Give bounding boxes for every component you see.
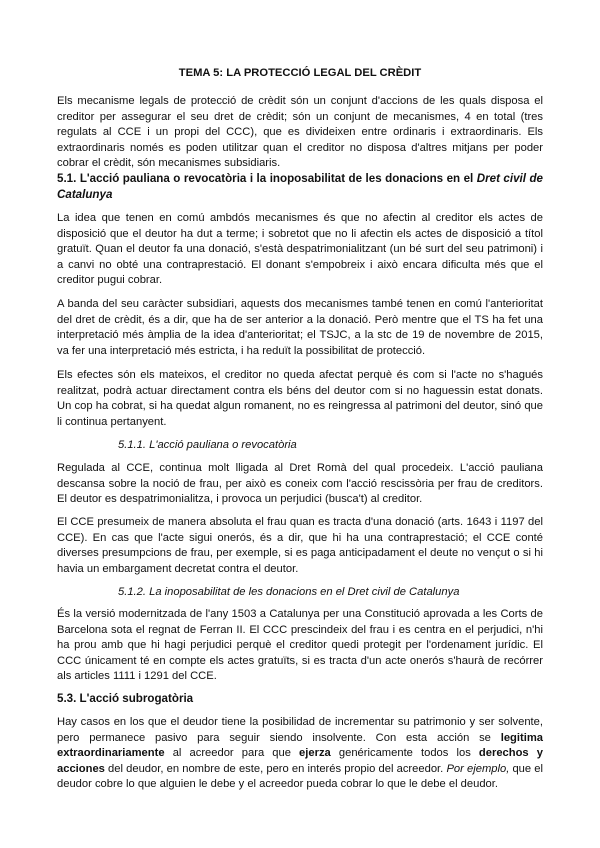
subsection-heading-5-1-1: 5.1.1. L'acció pauliana o revocatòria	[118, 439, 297, 451]
paragraph	[57, 715, 543, 793]
paragraph: Regulada al CCE, continua molt lligada al Dret Romà del qual procedeix. L'acció pauliana descansa sobre la noció de frau, per això es coneix com l'acció rescissòria per frau de creditors. El deutor es despatrimonialitza, i provoca un perjudici (busca't) al creditor.	[57, 462, 543, 506]
heading-italic-text: Dret civil de Catalunya	[57, 172, 543, 201]
bold-text: ejerza	[299, 747, 331, 760]
text: del deudor, en nombre de este, pero en interés propio del acreedor.	[104, 762, 447, 775]
subsection-heading-5-1-2: 5.1.2. La inoposabilitat de les donacions en el Dret civil de Catalunya	[118, 586, 460, 598]
paragraph: El CCE presumeix de manera absoluta el frau quan es tracta d'una donació (arts. 1643 i 1197 del CCE). En cas que l'acte sigui onerós, és a dir, que hi ha una contraprestació; el CCE conté diverses presumpcions de frau, per exemple, si es paga anticipadament el deute no vençut o si hi havia un embargament decretat contra el deutor.	[57, 516, 543, 575]
paragraph: Els efectes són els mateixos, el creditor no queda afectat perquè és com si l'acte no s'hagués realitzat, podrà actuar directament contra els béns del deutor com si no haguessin estat donats. Un cop ha cobrat, si ha quedat algun romanent, no es reingressa al patrimoni del deutor, sinó que li continua pertanyent.	[57, 369, 543, 428]
text: al acreedor para que	[164, 747, 300, 760]
bold-text: legitima extraordinariamente	[57, 731, 543, 760]
intro-paragraph: Els mecanisme legals de protecció de crèdit són un conjunt d'accions de les quals disposa el creditor per assegurar el seu dret de crèdit; són un conjunt de mecanismes, 4 en total (tres regulats al CCE i un propi del CCC), que es divideixen entre ordinaris i extraordinaris. Els extraordinaris només es poden utilitzar quan el creditor no disposa d'altres mitjans per poder cobrar el crèdit, són mecanismes subsidiaris.	[57, 95, 543, 170]
bold-text: derechos y acciones	[57, 747, 543, 775]
text: Hay casos en los que el deudor tiene la posibilidad de incrementar su patrimonio y ser solvente, pero permanece pasivo para seguir siendo insolvente. Con esta acción se	[57, 716, 543, 744]
text: que el deudor cobre lo que alguien le debe y el acreedor pueda cobrar lo que le debe el deudor.	[57, 762, 543, 791]
section-heading-5-3: 5.3. L'acció subrogatòria	[57, 692, 194, 705]
heading-text: 5.1. L'acció pauliana o revocatòria i la inoposabilitat de les donacions en el	[57, 172, 477, 185]
paragraph: La idea que tenen en comú ambdós mecanismes és que no afectin al creditor els actes de disposició que el deutor ha dut a terme; i sobretot que no li afectin els actes de disposició a títol gratuït. Quan el deutor fa una donació, s'està despatrimonialitzant (un bé surt del seu patrimoni) i a canvi no obté una contraprestació. El donant s'empobreix i això encara dificulta més que el creditor pugui cobrar.	[57, 212, 543, 287]
section-heading-5-1	[57, 171, 543, 203]
document-title: TEMA 5: LA PROTECCIÓ LEGAL DEL CRÈDIT	[178, 67, 422, 79]
text: genéricamente todos los	[330, 747, 479, 760]
paragraph: A banda del seu caràcter subsidiari, aquests dos mecanismes també tenen en comú l'anterioritat del dret de crèdit, és a dir, que ha de ser anterior a la donació. Però mentre que el TS ha fet una interpretació més àmplia de la idea d'anterioritat; el TSJC, a la stc de 19 de novembre de 2015, va fer una interpretació més estricta, i ha reduït la possibilitat de protecció.	[57, 298, 543, 357]
italic-text: Por ejemplo,	[446, 762, 510, 775]
paragraph: És la versió modernitzada de l'any 1503 a Catalunya per una Constitució aprovada a les Corts de Barcelona sota el regnat de Ferran II. El CCC prescindeix del frau i es centra en el perjudici, n'hi ha prou amb que hi hagi perjudici perquè el creditor quedi protegit per l'ordenament jurídic. El CCC únicament té en compte els actes gratuïts, si es tracta d'un acte onerós s'haurà de recórrer als articles 1111 i 1291 del CCE.	[57, 608, 543, 683]
